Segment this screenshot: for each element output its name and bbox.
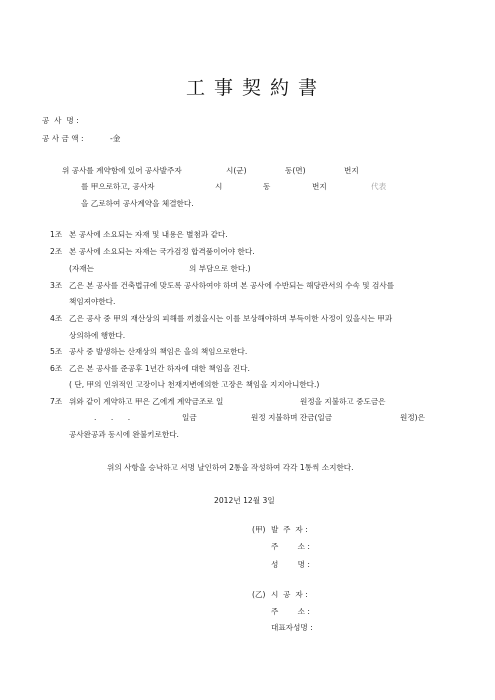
intro-contractor-bunji: 번지	[312, 182, 327, 191]
clause-3-continuation: 책임져야한다.	[69, 297, 116, 306]
clause-7-text-b: 원정을 지불하고 중도금은	[300, 397, 386, 406]
intro-representative: 代表	[371, 182, 387, 191]
closing-statement: 위의 사항을 승낙하고 서명 날인하여 2통을 작성하여 각각 1통씩 소지한다.	[107, 463, 354, 472]
clause-7-balance: 원정 지불하며 잔금(일금	[251, 413, 333, 422]
party-b-contractor-label: 시 공 자 :	[271, 590, 308, 599]
party-a-orderer-label: 발 주 자 :	[271, 525, 308, 534]
clause-6-exception: ( 단, 甲의 인위적인 고장이나 천재지변에의한 고장은 책임을 지지아니한다.)	[69, 380, 320, 389]
intro-city: 시(군)	[226, 166, 247, 175]
clause-4-text: 乙은 공사 중 甲의 재산상의 피해를 끼쳤을시는 이를 보상해야하며 부득이한 사정이 있을시는 甲과	[69, 314, 393, 323]
party-a-address-label: 주 소 :	[271, 542, 310, 551]
clause-6-number: 6조	[50, 364, 63, 373]
intro-contractor-si: 시	[215, 182, 223, 191]
clause-3-text: 乙은 본 공사를 건축법규에 맞도록 공사하여야 하며 본 공사에 수반되는 해당관서의 수속 및 검사를	[69, 281, 395, 290]
contract-date: 2012년 12월 3일	[214, 496, 275, 505]
contract-amount-label: 공 사 금 액 :	[42, 134, 84, 143]
intro-bunji: 번지	[344, 166, 359, 175]
clause-4-number: 4조	[50, 314, 63, 323]
project-name-label: 공 사 명 :	[42, 116, 79, 125]
party-b-address-label: 주 소 :	[271, 607, 310, 616]
clause-6-text: 乙은 본 공사를 준공후 1년간 하자에 대한 책임을 진다.	[69, 364, 250, 373]
party-a-tag: (甲)	[252, 525, 266, 534]
clause-2-text: 본 공사에 소요되는 자재는 국가검정 합격품이어야 한다.	[69, 247, 255, 256]
clause-2-material-prefix: (자재는	[69, 264, 94, 273]
intro-line-2: 를 甲으로하고, 공사자	[81, 182, 155, 191]
clause-2-number: 2조	[50, 247, 63, 256]
clause-4-continuation: 상의하에 행한다.	[69, 331, 126, 340]
clause-7-number: 7조	[50, 397, 63, 406]
intro-contractor-dong: 동	[263, 182, 271, 191]
party-b-representative-label: 대표자성명 :	[271, 623, 313, 632]
party-a-name-label: 성 명 :	[271, 560, 310, 569]
clause-7-amount-label: 일금	[182, 413, 197, 422]
clause-1-number: 1조	[50, 230, 63, 239]
clause-7-completion: 공사완공과 동시에 완불키로한다.	[69, 430, 179, 439]
clause-3-number: 3조	[50, 281, 63, 290]
intro-line-3: 을 乙로하여 공사계약을 체결한다.	[81, 199, 194, 208]
clause-1-text: 본 공사에 소요되는 자재 및 내용은 별첨과 같다.	[69, 230, 228, 239]
intro-line-1: 위 공사를 계약함에 있어 공사발주자	[62, 166, 182, 175]
clause-5-number: 5조	[50, 347, 63, 356]
contract-amount-value: -金	[110, 134, 121, 143]
clause-7-text-a: 위와 같이 계약하고 甲은 乙에게 계약금조로 일	[69, 397, 224, 406]
party-b-tag: (乙)	[252, 590, 266, 599]
intro-dong: 동(면)	[285, 166, 306, 175]
clause-5-text: 공사 중 발생하는 산재상의 책임은 을의 책임으로한다.	[69, 347, 248, 356]
clause-2-material-suffix: 의 부담으로 한다.)	[189, 264, 251, 273]
clause-7-date-dots: . . .	[94, 413, 131, 422]
clause-7-balance-end: 원정)은	[400, 413, 425, 422]
document-title: 工事契約書	[186, 77, 327, 99]
